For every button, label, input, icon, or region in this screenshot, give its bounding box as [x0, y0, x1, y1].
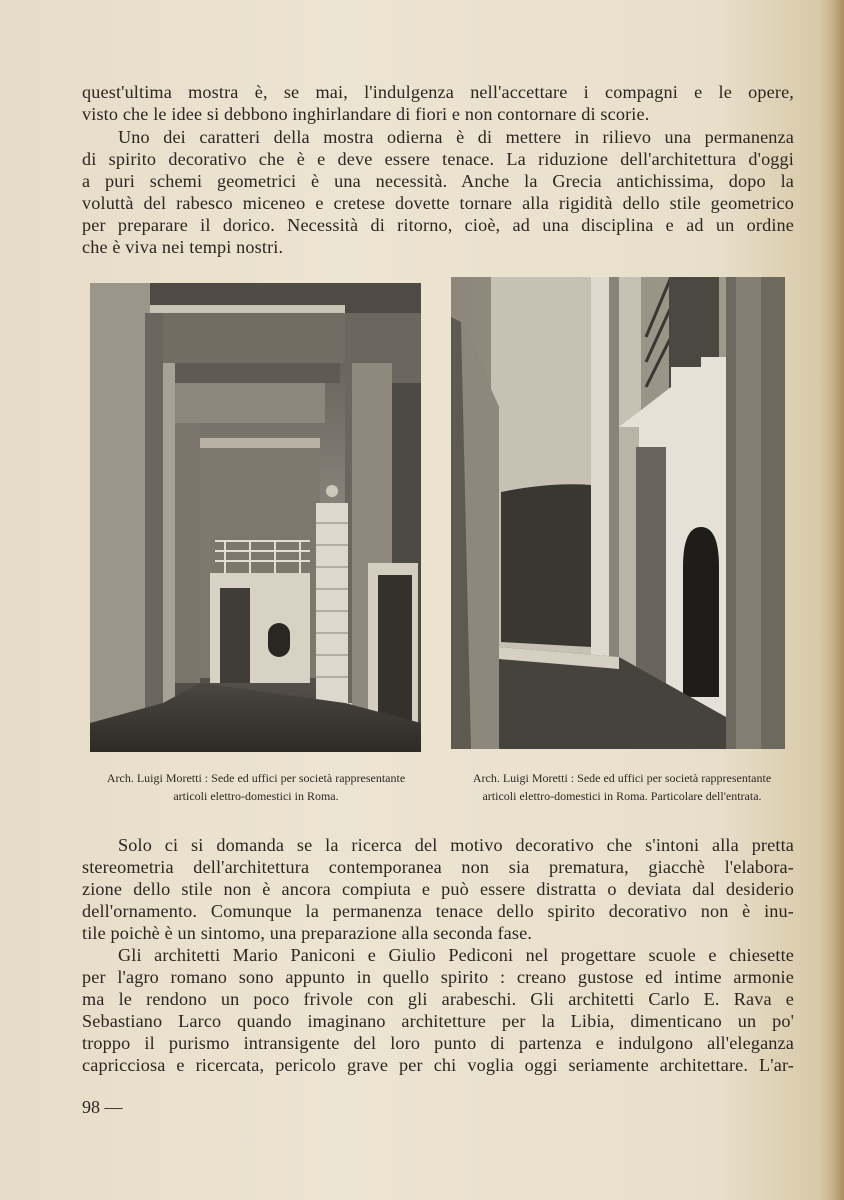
text-line: capricciosa e ricercata, pericolo grave per chi voglia oggi seriamente architettare. L'ar- [82, 1055, 794, 1075]
text-line: dell'ornamento. Comunque la permanenza tenace dello spirito decorativo non è inu- [82, 901, 794, 921]
text-line: quest'ultima mostra è, se mai, l'indulgenza nell'accettare i compagni e le opere, [82, 82, 794, 102]
paragraph-continuation [82, 81, 794, 125]
paragraph-decorative-motif [82, 834, 794, 944]
text-line: ma le rendono un poco frivole con gli arabeschi. Gli architetti Carlo E. Rava e [82, 989, 794, 1009]
photo-corridor [90, 283, 421, 752]
page-edge [830, 0, 844, 1200]
caption-photo-corridor [78, 769, 434, 805]
caption-line: Arch. Luigi Moretti : Sede ed uffici per società rappresentante [106, 771, 406, 785]
text-line: Sebastiano Larco quando imaginano architetture per la Libia, dimenticano un po' [82, 1011, 794, 1031]
caption-line: articoli elettro-domestici in Roma. [173, 789, 339, 803]
text-line: voluttà del rabesco miceneo e cretese dovette tornare alla rigidità dello stile geometrico [82, 193, 794, 213]
text-line: tile poichè è un sintomo, una preparazione alla seconda fase. [82, 923, 533, 943]
text-line: Gli architetti Mario Paniconi e Giulio Pediconi nel progettare scuole e chiesette [118, 945, 794, 965]
text-line: che è viva nei tempi nostri. [82, 237, 284, 257]
text-line: visto che le idee si debbono inghirlandare di fiori e non contornare di scorie. [82, 104, 650, 124]
page-number: 98 — [82, 1097, 123, 1117]
paragraph-decorative-spirit [82, 126, 794, 258]
text-line: Uno dei caratteri della mostra odierna è di mettere in rilievo una permanenza [118, 127, 794, 147]
photo-entrance-illustration [451, 277, 785, 749]
caption-line: Arch. Luigi Moretti : Sede ed uffici per società rappresentante [472, 771, 772, 785]
caption-photo-entrance [446, 769, 798, 805]
text-line: zione dello stile non è ancora compiuta e può essere distratta o deviata dal desiderio [82, 879, 794, 899]
photo-entrance [451, 277, 785, 749]
text-line: per preparare il dorico. Necessità di ritorno, cioè, ad una disciplina e ad un ordine [82, 215, 794, 235]
paragraph-architects [82, 944, 794, 1076]
text-line: di spirito decorativo che è e deve essere tenace. La riduzione dell'architettura d'oggi [82, 149, 794, 169]
text-line: stereometria dell'architettura contemporanea non sia prematura, giacchè l'elabora- [82, 857, 794, 877]
caption-line: articoli elettro-domestici in Roma. Particolare dell'entrata. [482, 789, 762, 803]
photo-corridor-illustration [90, 283, 421, 752]
text-line: Solo ci si domanda se la ricerca del motivo decorativo che s'intoni alla pretta [118, 835, 794, 855]
text-line: a puri schemi geometrici è una necessità. Anche la Grecia antichissima, dopo la [82, 171, 794, 191]
text-line: per l'agro romano sono appunto in quello spirito : creano gustose ed intime armonie [82, 967, 794, 987]
text-line: troppo il purismo intransigente del loro punto di partenza e indulgono all'eleganza [82, 1033, 794, 1053]
